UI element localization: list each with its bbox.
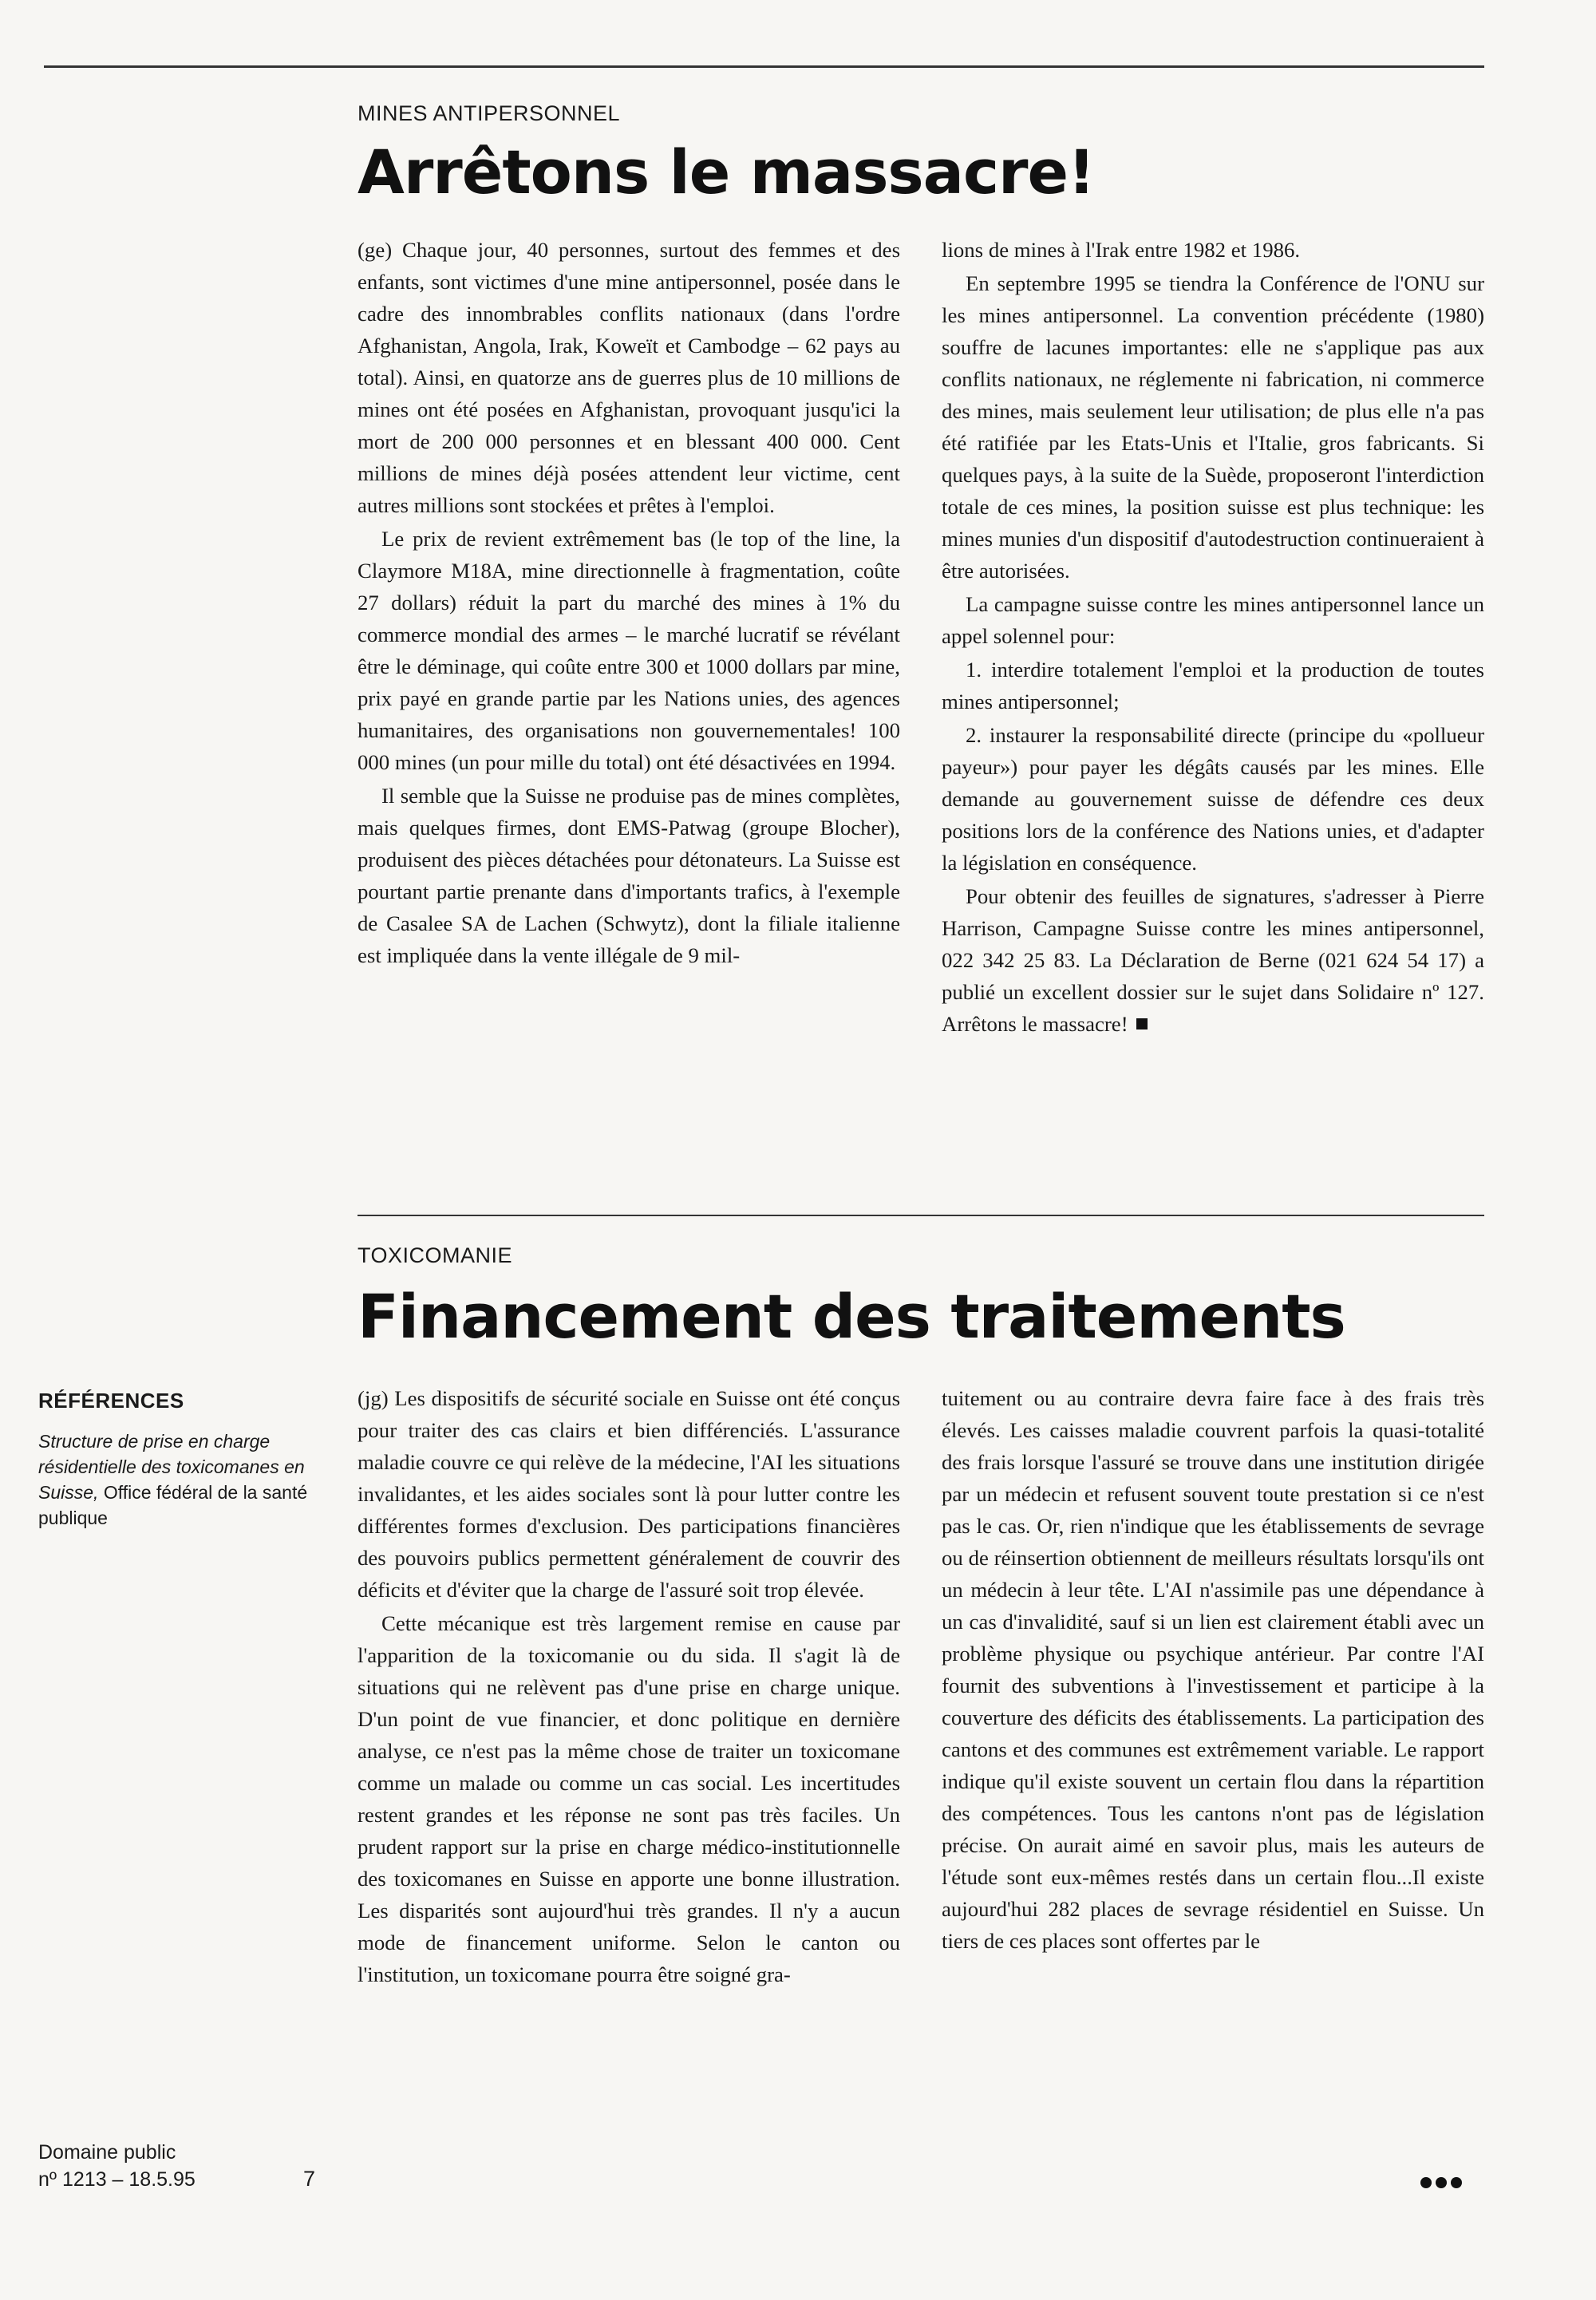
article1-paragraph: Le prix de revient extrêmement bas (le top of the line, la Claymore M18A, mine directionnelle à fragmentation, coûte 27 dollars) réduit la part du marché des mines à 1% du commerce mondial des armes – le marché lucratif se révélant être le déminage, qui coûte entre 300 et 1000 dollars par mine, prix payé en grande partie par les Nations unies, des agences humanitaires, des organisations non gouvernementales! 100 000 mines (un pour mille du total) ont été désactivées en 1994. [358,527,900,774]
article1-kicker: MINES ANTIPERSONNEL [358,101,621,125]
article1-paragraph: La campagne suisse contre les mines antipersonnel lance un appel solennel pour: [942,592,1484,648]
article2-kicker: TOXICOMANIE [358,1243,513,1267]
sidebar-reference-title: Structure de prise en charge résidentielle des toxicomanes en Suisse, [38,1431,305,1503]
footer-publication-name: Domaine public [38,2141,176,2164]
end-of-article-square-icon [1136,1018,1148,1029]
article2-paragraph: tuitement ou au contraire devra faire face à des frais très élevés. Les caisses maladie couvrent parfois la quasi-totalité des frais lorsque l'assuré se trouve dans une institution dirigée par un médecin et refusent souvent toute prestation si ce n'est pas le cas. Or, rien n'indique que les établissements de sevrage ou de réinsertion obtiennent de meilleurs résultats lorsqu'ils ont un médecin à leur tête. L'AI n'assimile pas une dépendance à un cas d'invalidité, sauf si un lien est clairement établi avec un problème physique ou psychique antérieur. Par contre l'AI fournit des subventions à l'investissement et participe à la couverture des déficits des établissements. La participation des cantons et des communes est extrêmement variable. Le rapport indique qu'il existe souvent un certain flou dans la répartition des compétences. Tous les cantons n'ont pas de législation précise. On aurait aimé en savoir plus, mais les auteurs de l'étude sont eux-mêmes restés dans un certain flou...Il existe aujourd'hui 282 places de sevrage résidentiel en Suisse. Un tiers de ces places sont offertes par le [942,1386,1484,1953]
article1-final-text: Pour obtenir des feuilles de signatures, s'adresser à Pierre Harrison, Campagne Suisse contre les mines antipersonnel, 022 342 25 83. La Déclaration de Berne (021 624 54 17) a publié un excellent dossier sur le sujet dans Solidaire nº 127. Arrêtons le massacre! [942,884,1484,1036]
article2-paragraph: Cette mécanique est très largement remise en cause par l'apparition de la toxicomanie ou du sida. Il s'agit là de situations qui ne relèvent pas d'une prise en charge unique. D'un point de vue financier, et donc politique en dernière analyse, ce n'est pas la même chose de traiter un toxicomane comme un malade ou comme un cas social. Les incertitudes restent grandes et les réponse ne sont pas très faciles. Un prudent rapport sur la prise en charge médico-institutionnelle des toxicomanes en Suisse en apporte une bonne illustration. Les disparités sont aujourd'hui très grandes. Il n'y a aucun mode de financement uniforme. Selon le canton ou l'institution, un toxicomane pourra être soigné gra- [358,1611,900,1986]
article2-column-1 [358,1382,900,1990]
article1-paragraph: Il semble que la Suisse ne produise pas de mines complètes, mais quelques firmes, dont EMS-Patwag (groupe Blocher), produisent des pièces détachées pour détonateurs. La Suisse est pourtant partie prenante dans d'importants trafics, à l'exemple de Casalee SA de Lachen (Schwytz), dont la filiale italienne est impliquée dans la vente illégale de 9 mil- [358,784,900,967]
footer-issue-date: nº 1213 – 18.5.95 [38,2168,196,2191]
article1-title: Arrêtons le massacre! [358,136,1095,207]
article2-paragraph: (jg) Les dispositifs de sécurité sociale en Suisse ont été conçus pour traiter des cas clairs et bien différenciés. L'assurance maladie couvre ce qui relève de la médecine, l'AI les situations invalidantes, et les aides sociales sont là pour lutter contre les différentes formes d'exclusion. Des participations financières des pouvoirs publics permettent généralement de couvrir des déficits et d'éviter que la charge de l'assuré soit trop élevée. [358,1386,900,1602]
article1-paragraph: En septembre 1995 se tiendra la Conférence de l'ONU sur les mines antipersonnel. La convention précédente (1980) souffre de lacunes importantes: elle ne s'applique pas aux conflits nationaux, ne réglemente ni fabrication, ni commerce des mines, mais seulement leur utilisation; de plus elle n'a pas été ratifiée par les Etats-Unis et l'Italie, gros fabricants. Si quelques pays, à la suite de la Suède, proposeront l'interdiction totale de ces mines, la position suisse est plus technique: les mines munies d'un dispositif d'autodestruction continueraient à être autorisées. [942,271,1484,583]
continued-dots-icon [1420,2177,1462,2188]
article2-title: Financement des traitements [358,1281,1345,1352]
sidebar-title: RÉFÉRENCES [38,1389,184,1413]
page-number: 7 [303,2167,316,2191]
sidebar-reference-source: Office fédéral de la santé publique [38,1482,308,1528]
article-separator-rule [358,1215,1484,1216]
top-rule [44,65,1484,68]
sidebar-reference [38,1429,318,1531]
article1-column-1 [358,234,900,971]
article1-paragraph: (ge) Chaque jour, 40 personnes, surtout des femmes et des enfants, sont victimes d'une mine antipersonnel, posée dans le cadre des innombrables conflits nationaux (dans l'ordre Afghanistan, Angola, Irak, Koweït et Cambodge – 62 pays au total). Ainsi, en quatorze ans de guerres plus de 10 millions de mines ont été posées en Afghanistan, provoquant jusqu'ici la mort de 200 000 personnes et en blessant 400 000. Cent millions de mines déjà posées attendent leur victime, cent autres millions sont stockées et prêtes à l'emploi. [358,238,900,517]
article1-column-2 [942,234,1484,1040]
article1-paragraph: 1. interdire totalement l'emploi et la production de toutes mines antipersonnel; [942,658,1484,713]
article1-paragraph: lions de mines à l'Irak entre 1982 et 1986. [942,238,1301,262]
article2-column-2 [942,1382,1484,1957]
article1-paragraph [942,880,1484,1040]
footer-publication [38,2139,196,2193]
article1-paragraph: 2. instaurer la responsabilité directe (principe du «pollueur payeur») pour payer les dégâts causés par les mines. Elle demande au gouvernement suisse de défendre ces deux positions lors de la conférence des Nations unies, et d'adapter la législation en conséquence. [942,723,1484,875]
